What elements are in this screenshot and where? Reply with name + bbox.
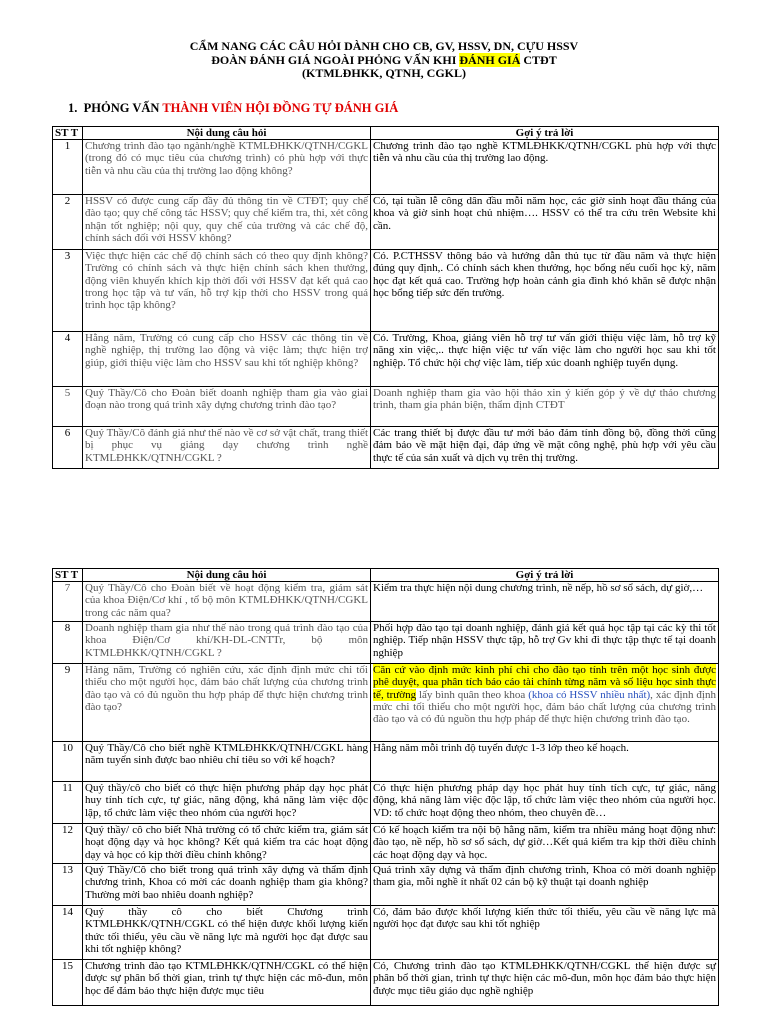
question-cell: Chương trình đào tạo ngành/nghề KTMLĐHKK/QTNH/CGKL (trong đó có mục tiêu của chương trình) có phù hợp với thực tiễn và nhu cầu của thị trường lao động không? bbox=[83, 140, 371, 195]
question-cell: Hằng năm, Trường có cung cấp cho HSSV các thông tin về nghề nghiệp, thị trường lao động và việc làm; thực hiện trợ giúp, giới thiệu việc làm cho HSSV sau khi tốt nghiệp không? bbox=[83, 332, 371, 387]
answer-cell bbox=[371, 664, 719, 742]
section-label: PHỎNG VẤN bbox=[83, 101, 163, 115]
row-number: 11 bbox=[53, 782, 83, 824]
table-row bbox=[53, 782, 719, 824]
question-cell: Quý thầy/cô cho biết có thực hiện phương pháp dạy học phát huy tính tích cực, tự giác, năng động, khả năng làm việc độc lập, tổ chức làm việc theo nhóm của người học? bbox=[83, 782, 371, 824]
row-number: 9 bbox=[53, 664, 83, 742]
answer-cell: Hằng năm mỗi trình độ tuyển được 1-3 lớp theo kế hoạch. bbox=[371, 742, 719, 782]
question-cell: Quý Thầy/Cô đánh giá như thế nào về cơ sở vật chất, trang thiết bị phục vụ giảng dạy chương trình nghề KTMLĐHKK/QTNH/CGKL ? bbox=[83, 427, 371, 469]
row-number: 12 bbox=[53, 824, 83, 864]
question-cell: Quý Thầy/Cô cho Đoàn biết về hoạt động kiểm tra, giám sát của khoa Điện/Cơ khí , tổ bộ môn KTMLĐHKK/QTNH/CGKL trong các năm qua? bbox=[83, 582, 371, 622]
answer-cell: Các trang thiết bị được đầu tư mới bảo đảm tính đồng bộ, đồng thời cũng đảm bảo về mặt hiện đại, đáp ứng về mặt công nghệ, phù hợp với yêu cầu thực tế của sản xuất và dịch vụ trên thị trường. bbox=[371, 427, 719, 469]
title-line-2 bbox=[0, 54, 768, 68]
header-question: Nội dung câu hỏi bbox=[83, 127, 371, 140]
answer-highlighted-text: Căn cứ vào định mức kinh phí chi cho đào tạo tính trên một học sinh được phê duyệt, qua phân tích báo cáo tài chính từng năm và số liệu học sinh thực tế, trường bbox=[373, 664, 716, 701]
header-question: Nội dung câu hỏi bbox=[83, 569, 371, 582]
header-answer: Gợi ý trả lời bbox=[371, 569, 719, 582]
title-line-2-prefix: ĐOÀN ĐÁNH GIÁ NGOÀI PHỎNG VẤN KHI bbox=[211, 52, 460, 67]
table-header-row bbox=[53, 569, 719, 582]
row-number: 8 bbox=[53, 622, 83, 664]
header-stt: ST T bbox=[53, 127, 83, 140]
question-cell: Chương trình đào tạo KTMLĐHKK/QTNH/CGKL có thể hiện được sự phân bổ thời gian, trình tự thực hiện các mô-đun, môn học để đảm bảo thực hiện được mục tiêu bbox=[83, 960, 371, 1006]
question-cell: Quý thầy/ cô cho biết Nhà trường có tổ chức kiểm tra, giám sát hoạt động dạy và học không? Kết quả kiểm tra các hoạt động dạy và học có kịp thời điều chỉnh không? bbox=[83, 824, 371, 864]
document-title bbox=[0, 40, 768, 81]
answer-blue-text: (khoa có HSSV nhiều nhất) bbox=[528, 688, 651, 701]
answer-cell: Doanh nghiệp tham gia vào hội thảo xin ý kiến góp ý về dự thảo chương trình, tham gia phản biện, thẩm định CTĐT bbox=[371, 387, 719, 427]
table-row bbox=[53, 195, 719, 250]
table-row bbox=[53, 332, 719, 387]
header-stt: ST T bbox=[53, 569, 83, 582]
row-number: 1 bbox=[53, 140, 83, 195]
answer-cell: Phối hợp đào tạo tại doanh nghiệp, đánh giá kết quả học tập tại các kỳ thi tốt nghiệp. Tiếp nhận HSSV thực tập, hỗ trợ Gv khi đi thực tập thực tế tại doanh nghiệp bbox=[371, 622, 719, 664]
interview-table-2 bbox=[52, 568, 719, 1006]
title-line-2-suffix: CTĐT bbox=[520, 52, 557, 67]
row-number: 10 bbox=[53, 742, 83, 782]
answer-cell: Có kế hoạch kiểm tra nội bộ hằng năm, kiểm tra nhiều mảng hoạt động như: đào tạo, nề nếp, hồ sơ sổ sách, dự giờ…Kết quả kiểm tra kịp thời điều chỉnh các hoạt động dạy và học. bbox=[371, 824, 719, 864]
header-answer: Gợi ý trả lời bbox=[371, 127, 719, 140]
question-cell: Quý thầy cô cho biết Chương trình KTMLĐHKK/QTNH/CGKL có thể hiện được khối lượng kiến thức tối thiểu, yêu cầu về năng lực mà người học đạt được sau khi tốt nghiệp không? bbox=[83, 906, 371, 960]
table-row bbox=[53, 824, 719, 864]
answer-text-rest: , xác định định mức chi tối thiểu cho một người học, đảm bảo chất lượng của chương trình đào tạo và có đủ nguồn thu hợp pháp để thực hiện chương trình đào tạo. bbox=[373, 688, 716, 726]
question-cell: Việc thực hiện các chế độ chính sách có theo quy định không? Trường có chính sách và thực hiện chính sách khen thưởng, động viên khuyến khích kịp thời đối với HSSV đạt kết quả cao trong học tập và tư vấn, hỗ trợ kịp thời cho HSSV trong quá trình học tập không? bbox=[83, 250, 371, 332]
table-row bbox=[53, 622, 719, 664]
interview-table-1 bbox=[52, 126, 719, 469]
row-number: 2 bbox=[53, 195, 83, 250]
row-number: 13 bbox=[53, 864, 83, 906]
row-number: 4 bbox=[53, 332, 83, 387]
title-highlighted-text: ĐÁNH GIÁ bbox=[459, 52, 521, 67]
answer-text: lấy bình quân theo khoa bbox=[416, 688, 529, 701]
table-row bbox=[53, 582, 719, 622]
table-row bbox=[53, 250, 719, 332]
table-row bbox=[53, 387, 719, 427]
question-cell: Quý Thầy/Cô cho biết trong quá trình xây dựng và thẩm định chương trình, Khoa có mời các doanh nghiệp tham gia không? Thường mời bao nhiêu doanh nghiệp? bbox=[83, 864, 371, 906]
answer-cell: Có, đảm bảo được khối lượng kiến thức tối thiểu, yêu cầu về năng lực mà người học đạt được sau khi tốt nghiệp bbox=[371, 906, 719, 960]
row-number: 14 bbox=[53, 906, 83, 960]
row-number: 3 bbox=[53, 250, 83, 332]
section-heading bbox=[68, 101, 398, 116]
table-header-row bbox=[53, 127, 719, 140]
answer-cell: Chương trình đào tạo nghề KTMLĐHKK/QTNH/CGKL phù hợp với thực tiễn và nhu cầu của thị trường lao động. bbox=[371, 140, 719, 195]
section-number: 1. bbox=[68, 101, 78, 115]
row-number: 7 bbox=[53, 582, 83, 622]
answer-cell: Có. P.CTHSSV thông báo và hướng dẫn thủ tục từ đầu năm và thực hiện đúng quy định,. Có chính sách khen thưởng, học bổng nếu cuối học kỳ, năm học đạt kết quả cao. Trường hợp hoàn cảnh gia đình khó khăn sẽ được nhận học bổng tiếp sức đến trường. bbox=[371, 250, 719, 332]
question-cell: Doanh nghiệp tham gia như thế nào trong quá trình đào tạo của khoa Điện/Cơ khí/KH-DL-CNTTr, bộ môn KTMLĐHKK/QTNH/CGKL ? bbox=[83, 622, 371, 664]
answer-cell: Có, tại tuần lễ công dân đầu mỗi năm học, các giờ sinh hoạt đầu tháng của khoa và giờ sinh hoạt chủ nhiệm…. HSSV có thể tra cứu trên Website khi cần. bbox=[371, 195, 719, 250]
question-cell: Hàng năm, Trường có nghiên cứu, xác định định mức chi tối thiểu cho một người học, đảm bảo chất lượng của chương trình đào tạo và có đủ nguồn thu hợp pháp để thực hiện chương trình đào tạo? bbox=[83, 664, 371, 742]
question-cell: Quý Thầy/Cô cho biết nghề KTMLĐHKK/QTNH/CGKL hàng năm tuyển sinh được bao nhiêu chỉ tiêu so với kế hoạch? bbox=[83, 742, 371, 782]
row-number: 6 bbox=[53, 427, 83, 469]
row-number: 15 bbox=[53, 960, 83, 1006]
table-row bbox=[53, 864, 719, 906]
row-number: 5 bbox=[53, 387, 83, 427]
section-label-red: THÀNH VIÊN HỘI ĐỒNG TỰ ĐÁNH GIÁ bbox=[162, 101, 399, 115]
answer-cell: Có thực hiện phương pháp dạy học phát huy tính tích cực, tự giác, năng động, khả năng làm việc độc lập, tổ chức làm việc theo nhóm của người học. VD: tổ chức hoạt động theo nhóm, theo chuyên đề… bbox=[371, 782, 719, 824]
answer-cell: Quá trình xây dựng và thẩm định chương trình, Khoa có mời doanh nghiệp tham gia, mỗi nghề ít nhất 02 cán bộ kỹ thuật tại doanh nghiệp bbox=[371, 864, 719, 906]
table-row bbox=[53, 960, 719, 1006]
title-line-1: CẨM NANG CÁC CÂU HỎI DÀNH CHO CB, GV, HSSV, DN, CỰU HSSV bbox=[189, 39, 579, 53]
question-cell: Quý Thầy/Cô cho Đoàn biết doanh nghiệp tham gia vào giai đoạn nào trong quá trình xây dựng chương trình đào tạo? bbox=[83, 387, 371, 427]
answer-cell: Có, Chương trình đào tạo KTMLĐHKK/QTNH/CGKL thể hiện được sự phân bổ thời gian, trình tự thực hiện các mô-đun, môn học đảm bảo thực hiện được mục tiêu giáo dục nghề nghiệp bbox=[371, 960, 719, 1006]
answer-cell: Có. Trường, Khoa, giảng viên hỗ trợ tư vấn giới thiệu việc làm, hỗ trợ kỹ năng xin việc,.. thực hiện việc tư vấn việc làm cho người học sau khi tốt nghiệp. Tổ chức hội chợ việc làm, tiếp xúc doanh nghiệp tuyển dụng. bbox=[371, 332, 719, 387]
question-cell: HSSV có được cung cấp đầy đủ thông tin về CTĐT; quy chế đào tạo; quy chế công tác HSSV; quy chế kiểm tra, thi, xét công nhận tốt nghiệp; nội quy, quy chế của trường và các chế độ, chính sách đối với HSSV không? bbox=[83, 195, 371, 250]
table-row bbox=[53, 906, 719, 960]
table-row bbox=[53, 664, 719, 742]
table-row bbox=[53, 742, 719, 782]
table-row bbox=[53, 427, 719, 469]
answer-cell: Kiểm tra thực hiện nội dung chương trình, nề nếp, hồ sơ sổ sách, dự giờ,… bbox=[371, 582, 719, 622]
table-row bbox=[53, 140, 719, 195]
title-line-3: (KTMLĐHKK, QTNH, CGKL) bbox=[301, 66, 466, 80]
